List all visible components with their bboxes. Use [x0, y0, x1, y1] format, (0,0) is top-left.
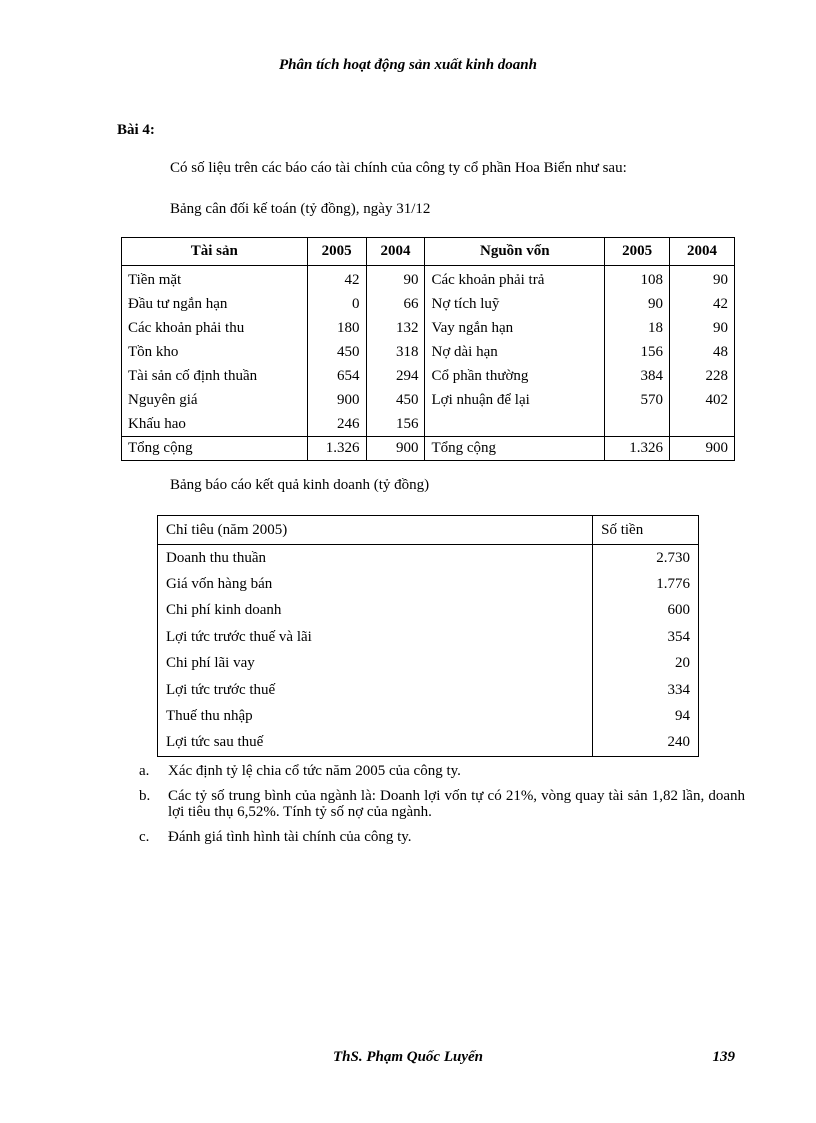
- asset-2005: 0: [307, 292, 366, 316]
- item-name: Doanh thu thuần: [158, 545, 593, 572]
- asset-name: Khấu hao: [122, 412, 308, 437]
- page-header-title: Phân tích hoạt động sản xuất kinh doanh: [278, 57, 537, 73]
- total-sources-label: Tổng cộng: [425, 437, 605, 461]
- asset-name: Các khoản phải thu: [122, 316, 308, 340]
- income-statement-caption: Bảng báo cáo kết quả kinh doanh (tỷ đồng): [170, 477, 430, 493]
- table-row: [158, 730, 699, 757]
- item-amount: 2.730: [593, 545, 699, 572]
- source-2005: 90: [605, 292, 670, 316]
- asset-2004: 90: [366, 266, 425, 293]
- question-list: [139, 763, 745, 854]
- asset-name: Tồn kho: [122, 340, 308, 364]
- table-row: [122, 340, 735, 364]
- question-text: Các tỷ số trung bình của ngành là: Doanh lợi vốn tự có 21%, vòng quay tài sản 1,82 lần, doanh lợi tiêu thụ 6,52%. Tính tỷ số nợ của ngành.: [168, 788, 745, 820]
- question-label: a.: [139, 763, 150, 779]
- list-item: [139, 763, 745, 779]
- item-amount: 600: [593, 598, 699, 624]
- source-2005: 156: [605, 340, 670, 364]
- table-row: [158, 598, 699, 624]
- header-sources-2005: 2005: [605, 238, 670, 266]
- item-name: Lợi tức trước thuế và lãi: [158, 624, 593, 650]
- asset-2004: 294: [366, 364, 425, 388]
- balance-sheet-caption: Bảng cân đối kế toán (tỷ đồng), ngày 31/12: [170, 201, 431, 217]
- item-name: Thuế thu nhập: [158, 703, 593, 729]
- source-2004: 48: [670, 340, 735, 364]
- asset-2004: 132: [366, 316, 425, 340]
- item-amount: 354: [593, 624, 699, 650]
- asset-2004: 156: [366, 412, 425, 437]
- table-row: [158, 677, 699, 703]
- table-row: [122, 412, 735, 437]
- source-2005: 108: [605, 266, 670, 293]
- item-name: Chi phí lãi vay: [158, 651, 593, 677]
- header-assets-2004: 2004: [366, 238, 425, 266]
- total-assets-2005: 1.326: [307, 437, 366, 461]
- source-2004: 90: [670, 316, 735, 340]
- source-2005: 570: [605, 388, 670, 412]
- asset-name: Tài sản cố định thuần: [122, 364, 308, 388]
- source-2004: 42: [670, 292, 735, 316]
- source-name: Các khoản phải trả: [425, 266, 605, 293]
- item-amount: 334: [593, 677, 699, 703]
- header-assets: Tài sản: [122, 238, 308, 266]
- income-statement-table: [157, 515, 699, 757]
- asset-2004: 318: [366, 340, 425, 364]
- total-assets-label: Tổng cộng: [122, 437, 308, 461]
- asset-2005: 42: [307, 266, 366, 293]
- question-text: Đánh giá tình hình tài chính của công ty.: [168, 829, 412, 845]
- header-amount: Số tiền: [593, 516, 699, 545]
- balance-sheet-table: [121, 237, 735, 461]
- table-row: [122, 266, 735, 293]
- exercise-title: Bài 4:: [117, 122, 155, 138]
- asset-2005: 180: [307, 316, 366, 340]
- asset-name: Tiền mặt: [122, 266, 308, 293]
- exercise-intro: Có số liệu trên các báo cáo tài chính của công ty cổ phần Hoa Biển như sau:: [170, 160, 627, 176]
- source-2005: 18: [605, 316, 670, 340]
- source-name: Vay ngắn hạn: [425, 316, 605, 340]
- item-amount: 94: [593, 703, 699, 729]
- source-2005: 384: [605, 364, 670, 388]
- page-number: 139: [712, 1049, 735, 1065]
- header-assets-2005: 2005: [307, 238, 366, 266]
- source-name: Cổ phần thường: [425, 364, 605, 388]
- item-name: Lợi tức sau thuế: [158, 730, 593, 757]
- header-sources-2004: 2004: [670, 238, 735, 266]
- table-row: [158, 703, 699, 729]
- source-2005: [605, 412, 670, 437]
- table-row: [158, 624, 699, 650]
- table-row: [158, 571, 699, 597]
- source-name: [425, 412, 605, 437]
- table-row: [122, 364, 735, 388]
- asset-2005: 450: [307, 340, 366, 364]
- asset-2005: 654: [307, 364, 366, 388]
- table-row: [122, 316, 735, 340]
- total-assets-2004: 900: [366, 437, 425, 461]
- source-2004: 228: [670, 364, 735, 388]
- item-amount: 1.776: [593, 571, 699, 597]
- source-2004: [670, 412, 735, 437]
- total-sources-2005: 1.326: [605, 437, 670, 461]
- asset-2004: 66: [366, 292, 425, 316]
- list-item: [139, 788, 745, 820]
- question-label: c.: [139, 829, 150, 845]
- item-name: Giá vốn hàng bán: [158, 571, 593, 597]
- asset-name: Nguyên giá: [122, 388, 308, 412]
- item-amount: 240: [593, 730, 699, 757]
- question-label: b.: [139, 788, 151, 804]
- item-amount: 20: [593, 651, 699, 677]
- source-name: Lợi nhuận để lại: [425, 388, 605, 412]
- source-2004: 90: [670, 266, 735, 293]
- balance-sheet-header-row: [122, 238, 735, 266]
- table-row: [158, 651, 699, 677]
- source-name: Nợ tích luỹ: [425, 292, 605, 316]
- table-row: [158, 545, 699, 572]
- balance-sheet-total-row: [122, 437, 735, 461]
- table-row: [122, 388, 735, 412]
- item-name: Chi phí kinh doanh: [158, 598, 593, 624]
- asset-2005: 246: [307, 412, 366, 437]
- footer-author: ThS. Phạm Quốc Luyến: [332, 1049, 483, 1065]
- item-name: Lợi tức trước thuế: [158, 677, 593, 703]
- asset-2004: 450: [366, 388, 425, 412]
- source-name: Nợ dài hạn: [425, 340, 605, 364]
- source-2004: 402: [670, 388, 735, 412]
- header-item: Chỉ tiêu (năm 2005): [158, 516, 593, 545]
- total-sources-2004: 900: [670, 437, 735, 461]
- header-sources: Nguồn vốn: [425, 238, 605, 266]
- income-statement-header-row: [158, 516, 699, 545]
- list-item: [139, 829, 745, 845]
- question-text: Xác định tỷ lệ chia cổ tức năm 2005 của công ty.: [168, 763, 461, 779]
- table-row: [122, 292, 735, 316]
- asset-name: Đầu tư ngắn hạn: [122, 292, 308, 316]
- asset-2005: 900: [307, 388, 366, 412]
